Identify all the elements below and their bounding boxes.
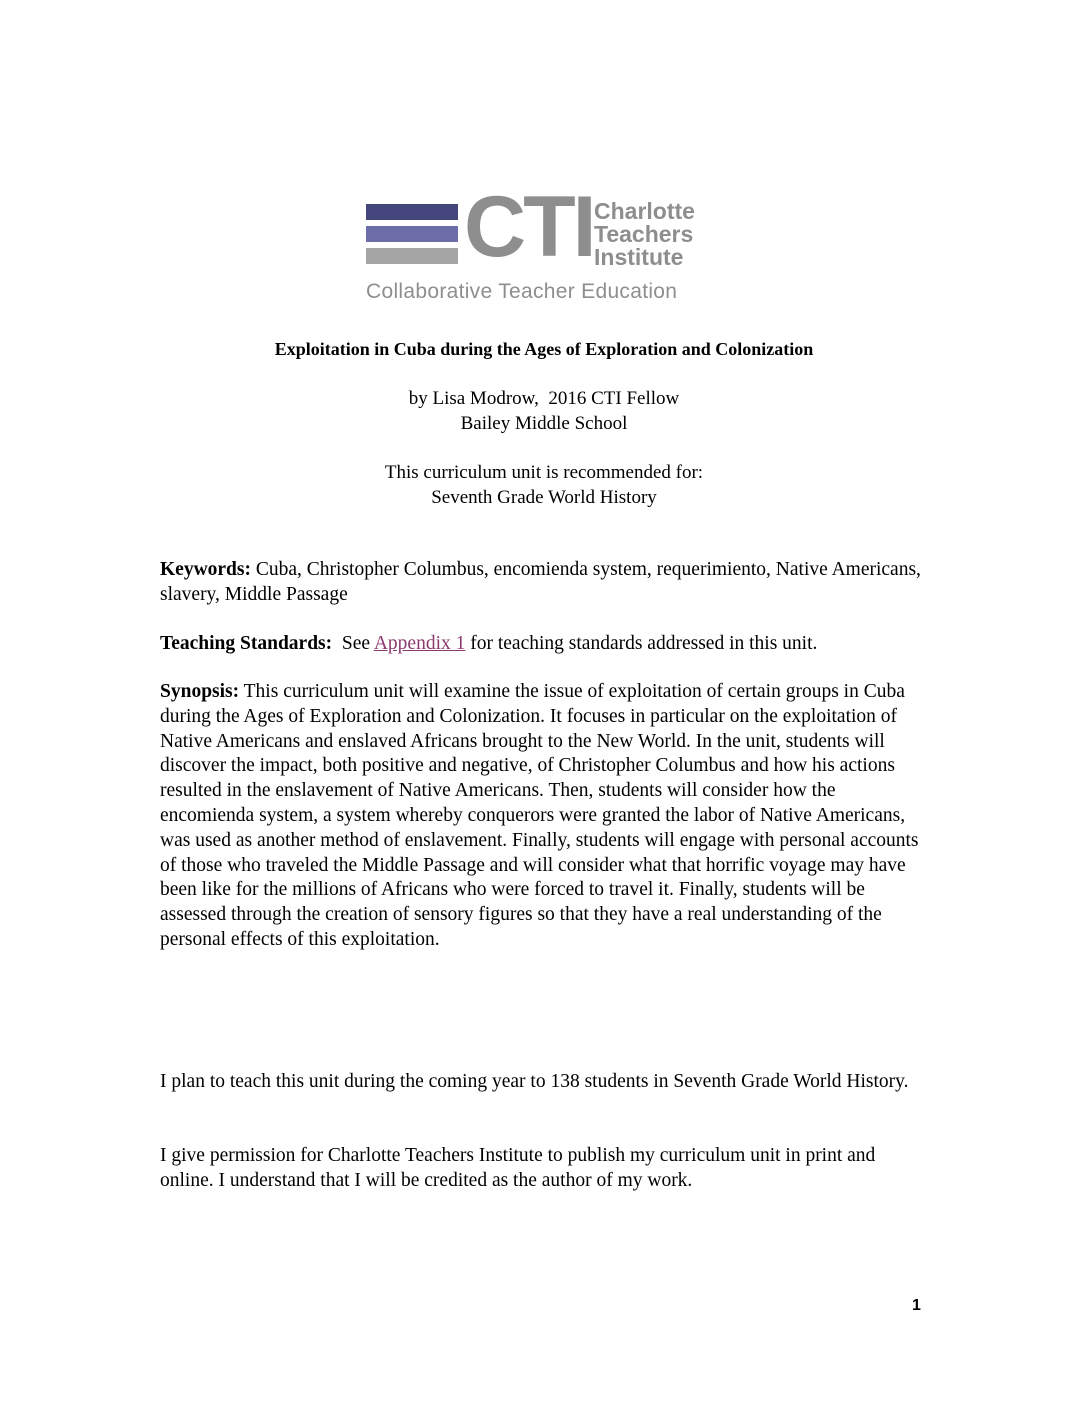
standards-pre-text: See [332, 633, 374, 654]
keywords-paragraph [160, 558, 930, 608]
plan-paragraph: I plan to teach this unit during the coming year to 138 students in Seventh Grade World History. [160, 1071, 909, 1092]
author-block [0, 386, 1088, 436]
logo-cti-letters: CTI [464, 179, 594, 275]
grade-line: Seventh Grade World History [431, 487, 657, 508]
synopsis-paragraph [160, 680, 930, 953]
logo-bar-dark [366, 204, 458, 220]
author-line: by Lisa Modrow, 2016 CTI Fellow [408, 388, 680, 409]
recommendation-block [0, 460, 1088, 510]
synopsis-text: This curriculum unit will examine the issue of exploitation of certain groups in Cuba during the Ages of Exploration and Colonization. It focuses in particular on the exploitation of Native Americans and enslaved Africans brought to the New World. In the unit, students will discover the impact, both positive and negative, of Christopher Columbus and how his actions resulted in the enslavement of Native Americans. Then, students will consider how the encomienda system, a system whereby conquerors were granted the labor of Native Americans, was used as another method of enslavement. Finally, students will engage with personal accounts of those who traveled the Middle Passage and will consider what that horrific voyage may have been like for the millions of Africans who were forced to travel it. Finally, students will be assessed through the creation of sensory figures so that they have a real understanding of the personal effects of this exploitation. [160, 681, 919, 950]
unit-title: Exploitation in Cuba during the Ages of Exploration and Colonization [274, 339, 814, 359]
page-number: 1 [912, 1297, 921, 1314]
logo-institute-name [594, 200, 695, 269]
logo-tagline: Collaborative Teacher Education [366, 280, 678, 303]
standards-label: Teaching Standards: [160, 633, 333, 654]
permission-paragraph: I give permission for Charlotte Teachers Institute to publish my curriculum unit in print and online. I understand that I will be credited as the author of my work. [160, 1145, 876, 1191]
logo-name-line: Institute [594, 244, 684, 270]
standards-post-text: for teaching standards addressed in this unit. [465, 633, 818, 654]
logo-bar-light [366, 248, 458, 264]
appendix-link[interactable]: Appendix 1 [373, 633, 466, 654]
recommendation-line: This curriculum unit is recommended for: [384, 462, 704, 483]
keywords-text: Cuba, Christopher Columbus, encomienda system, requerimiento, Native Americans, slavery, Middle Passage [160, 559, 921, 605]
keywords-label: Keywords: [160, 559, 251, 580]
logo-name-line: Teachers [594, 221, 694, 247]
logo-name-line: Charlotte [594, 198, 695, 224]
synopsis-label: Synopsis: [160, 681, 240, 702]
school-line: Bailey Middle School [460, 413, 628, 434]
standards-paragraph [160, 632, 930, 657]
cti-logo [362, 179, 722, 306]
logo-bar-mid [366, 226, 458, 242]
